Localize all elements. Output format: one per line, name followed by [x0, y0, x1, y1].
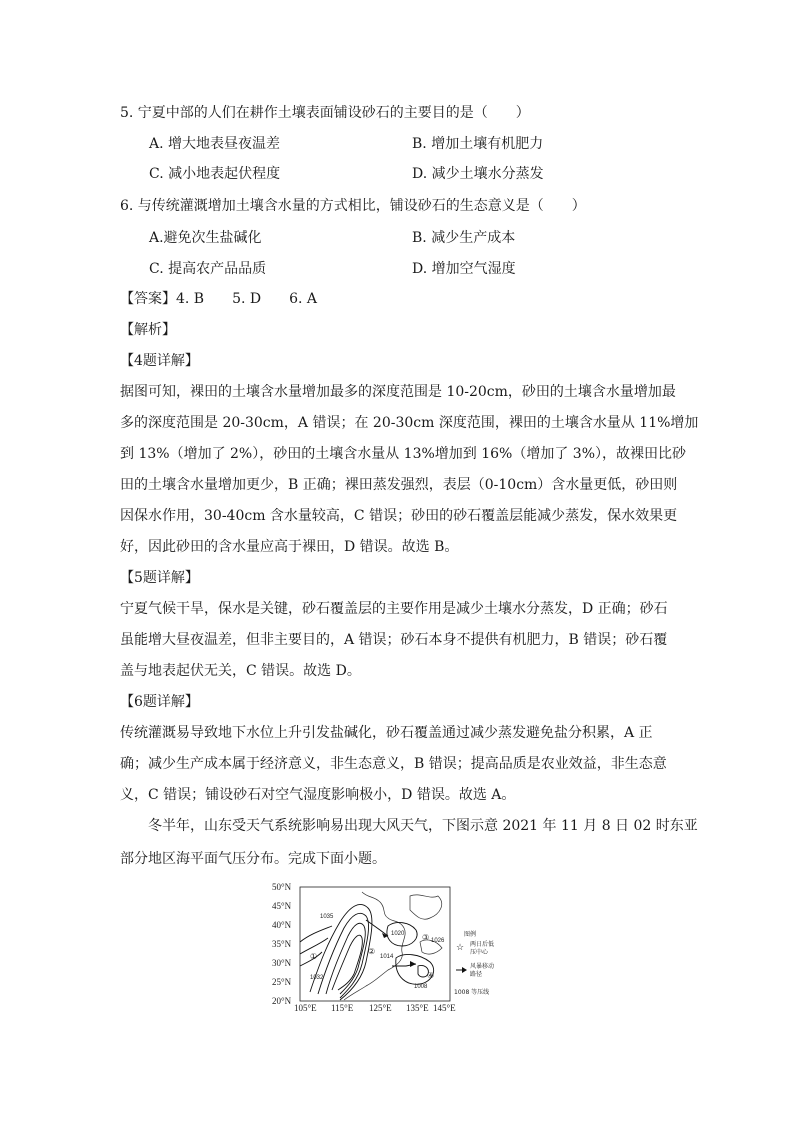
map-frame — [300, 887, 450, 1001]
intro-line: 冬半年，山东受天气系统影响易出现大风天气，下图示意 2021 年 11 月 8 日 02 时东亚 — [148, 818, 698, 834]
lon-label: 115°E — [331, 1003, 354, 1012]
lon-label: 105°E — [294, 1003, 317, 1012]
detail-6-line: 传统灌溉易导致地下水位上升引发盐碱化，砂石覆盖通过减少蒸发避免盐分积累，A 正 — [120, 725, 653, 741]
intro-line: 部分地区海平面气压分布。完成下面小题。 — [120, 851, 386, 867]
detail-6-heading: 【6题详解】 — [120, 694, 199, 710]
question-6-option-d: D. 增加空气湿度 — [412, 261, 516, 277]
detail-4-heading: 【4题详解】 — [120, 353, 199, 369]
analysis-heading: 【解析】 — [120, 322, 176, 338]
detail-5-heading: 【5题详解】 — [120, 570, 199, 586]
question-6-option-b: B. 减少生产成本 — [412, 230, 516, 246]
isobar-label: 1014 — [380, 954, 394, 960]
landmass — [410, 895, 442, 919]
detail-6-line: 义，C 错误；铺设砂石对空气湿度影响极小，D 错误。故选 A。 — [120, 787, 516, 803]
isobar-label: 1035 — [320, 914, 334, 920]
detail-4-line: 多的深度范围是 20-30cm，A 错误；在 20-30cm 深度范围，裸田的土壤含水量从 11%增加 — [120, 415, 699, 431]
question-6-option-a: A.避免次生盐碱化 — [149, 230, 262, 246]
isobar-label: 1032 — [310, 975, 324, 981]
detail-4-line: 好，因此砂田的含水量应高于裸田，D 错误。故选 B。 — [120, 539, 459, 555]
lat-label: 20°N — [272, 996, 292, 1006]
detail-4-line: 因保水作用，30-40cm 含水量较高，C 错误；砂田的砂石覆盖层能减少蒸发，保水效果更 — [120, 508, 678, 524]
question-6-stem: 6. 与传统灌溉增加土壤含水量的方式相比，铺设砂石的生态意义是（ ） — [120, 198, 586, 214]
star-icon: ☆ — [456, 943, 465, 953]
point-marker: ② — [368, 947, 376, 956]
lat-label: 40°N — [272, 920, 292, 930]
lat-label: 35°N — [272, 939, 292, 949]
lat-label: 25°N — [272, 977, 292, 987]
question-5-option-b: B. 增加土壤有机肥力 — [412, 136, 544, 152]
lat-label: 30°N — [272, 958, 292, 968]
legend-star-label: 压中心 — [470, 949, 489, 956]
pressure-map-svg — [270, 882, 526, 1012]
lon-label: 125°E — [369, 1003, 392, 1012]
isobar-label: 1020 — [391, 931, 405, 937]
isobar — [300, 926, 332, 942]
legend-arrow-label: 路径 — [470, 971, 483, 978]
legend-title: 图例 — [464, 931, 477, 938]
question-6-option-c: C. 提高农产品品质 — [149, 261, 267, 277]
storm-path-arrowhead — [410, 961, 416, 967]
isobar — [326, 923, 365, 994]
point-marker: ③ — [422, 933, 430, 942]
question-5-option-a: A. 增大地表昼夜温差 — [149, 136, 281, 152]
legend-star-label: 两日后低 — [470, 941, 495, 948]
lon-label: 135°E — [406, 1003, 429, 1012]
lon-label: 145°E — [433, 1003, 456, 1012]
arrow-icon — [462, 967, 467, 973]
detail-4-line: 到 13%（增加了 2%），砂田的土壤含水量从 13%增加到 16%（增加了 3%），故裸田比砂 — [120, 446, 687, 462]
detail-4-line: 田的土壤含水量增加更少，B 正确；裸田蒸发强烈，表层（0-10cm）含水量更低，砂田则 — [120, 477, 678, 493]
question-5-stem: 5. 宁夏中部的人们在耕作土壤表面铺设砂石的主要目的是（ ） — [120, 105, 530, 121]
point-marker: ① — [310, 952, 318, 961]
question-5-option-d: D. 减少土壤水分蒸发 — [412, 166, 544, 182]
answer-line: 【答案】4. B 5. D 6. A — [120, 291, 318, 307]
legend-isobar-label: 1008 等压线 — [454, 989, 490, 996]
lat-label: 50°N — [272, 882, 292, 892]
detail-4-line: 据图可知，裸田的土壤含水量增加最多的深度范围是 10-20cm，砂田的土壤含水量增加最 — [120, 384, 676, 400]
detail-5-line: 宁夏气候干旱，保水是关键，砂石覆盖层的主要作用是减少土壤水分蒸发，D 正确；砂石 — [120, 601, 668, 617]
lat-label: 45°N — [272, 901, 292, 911]
point-marker: ④ — [427, 971, 435, 980]
question-5-option-c: C. 减小地表起伏程度 — [149, 166, 281, 182]
legend-arrow-label: 风暴移动 — [470, 963, 495, 970]
storm-path — [366, 920, 388, 936]
isobar-label: 1026 — [431, 938, 445, 944]
detail-5-line: 虽能增大昼夜温差，但非主要目的，A 错误；砂石本身不提供有机肥力，B 错误；砂石覆 — [120, 632, 668, 648]
detail-5-line: 盖与地表起伏无关，C 错误。故选 D。 — [120, 663, 361, 679]
sea-level-pressure-map — [270, 882, 526, 1012]
detail-6-line: 确；减少生产成本属于经济意义，非生态意义，B 错误；提高品质是农业效益，非生态意 — [120, 756, 667, 772]
isobar-label: 1008 — [414, 984, 428, 990]
